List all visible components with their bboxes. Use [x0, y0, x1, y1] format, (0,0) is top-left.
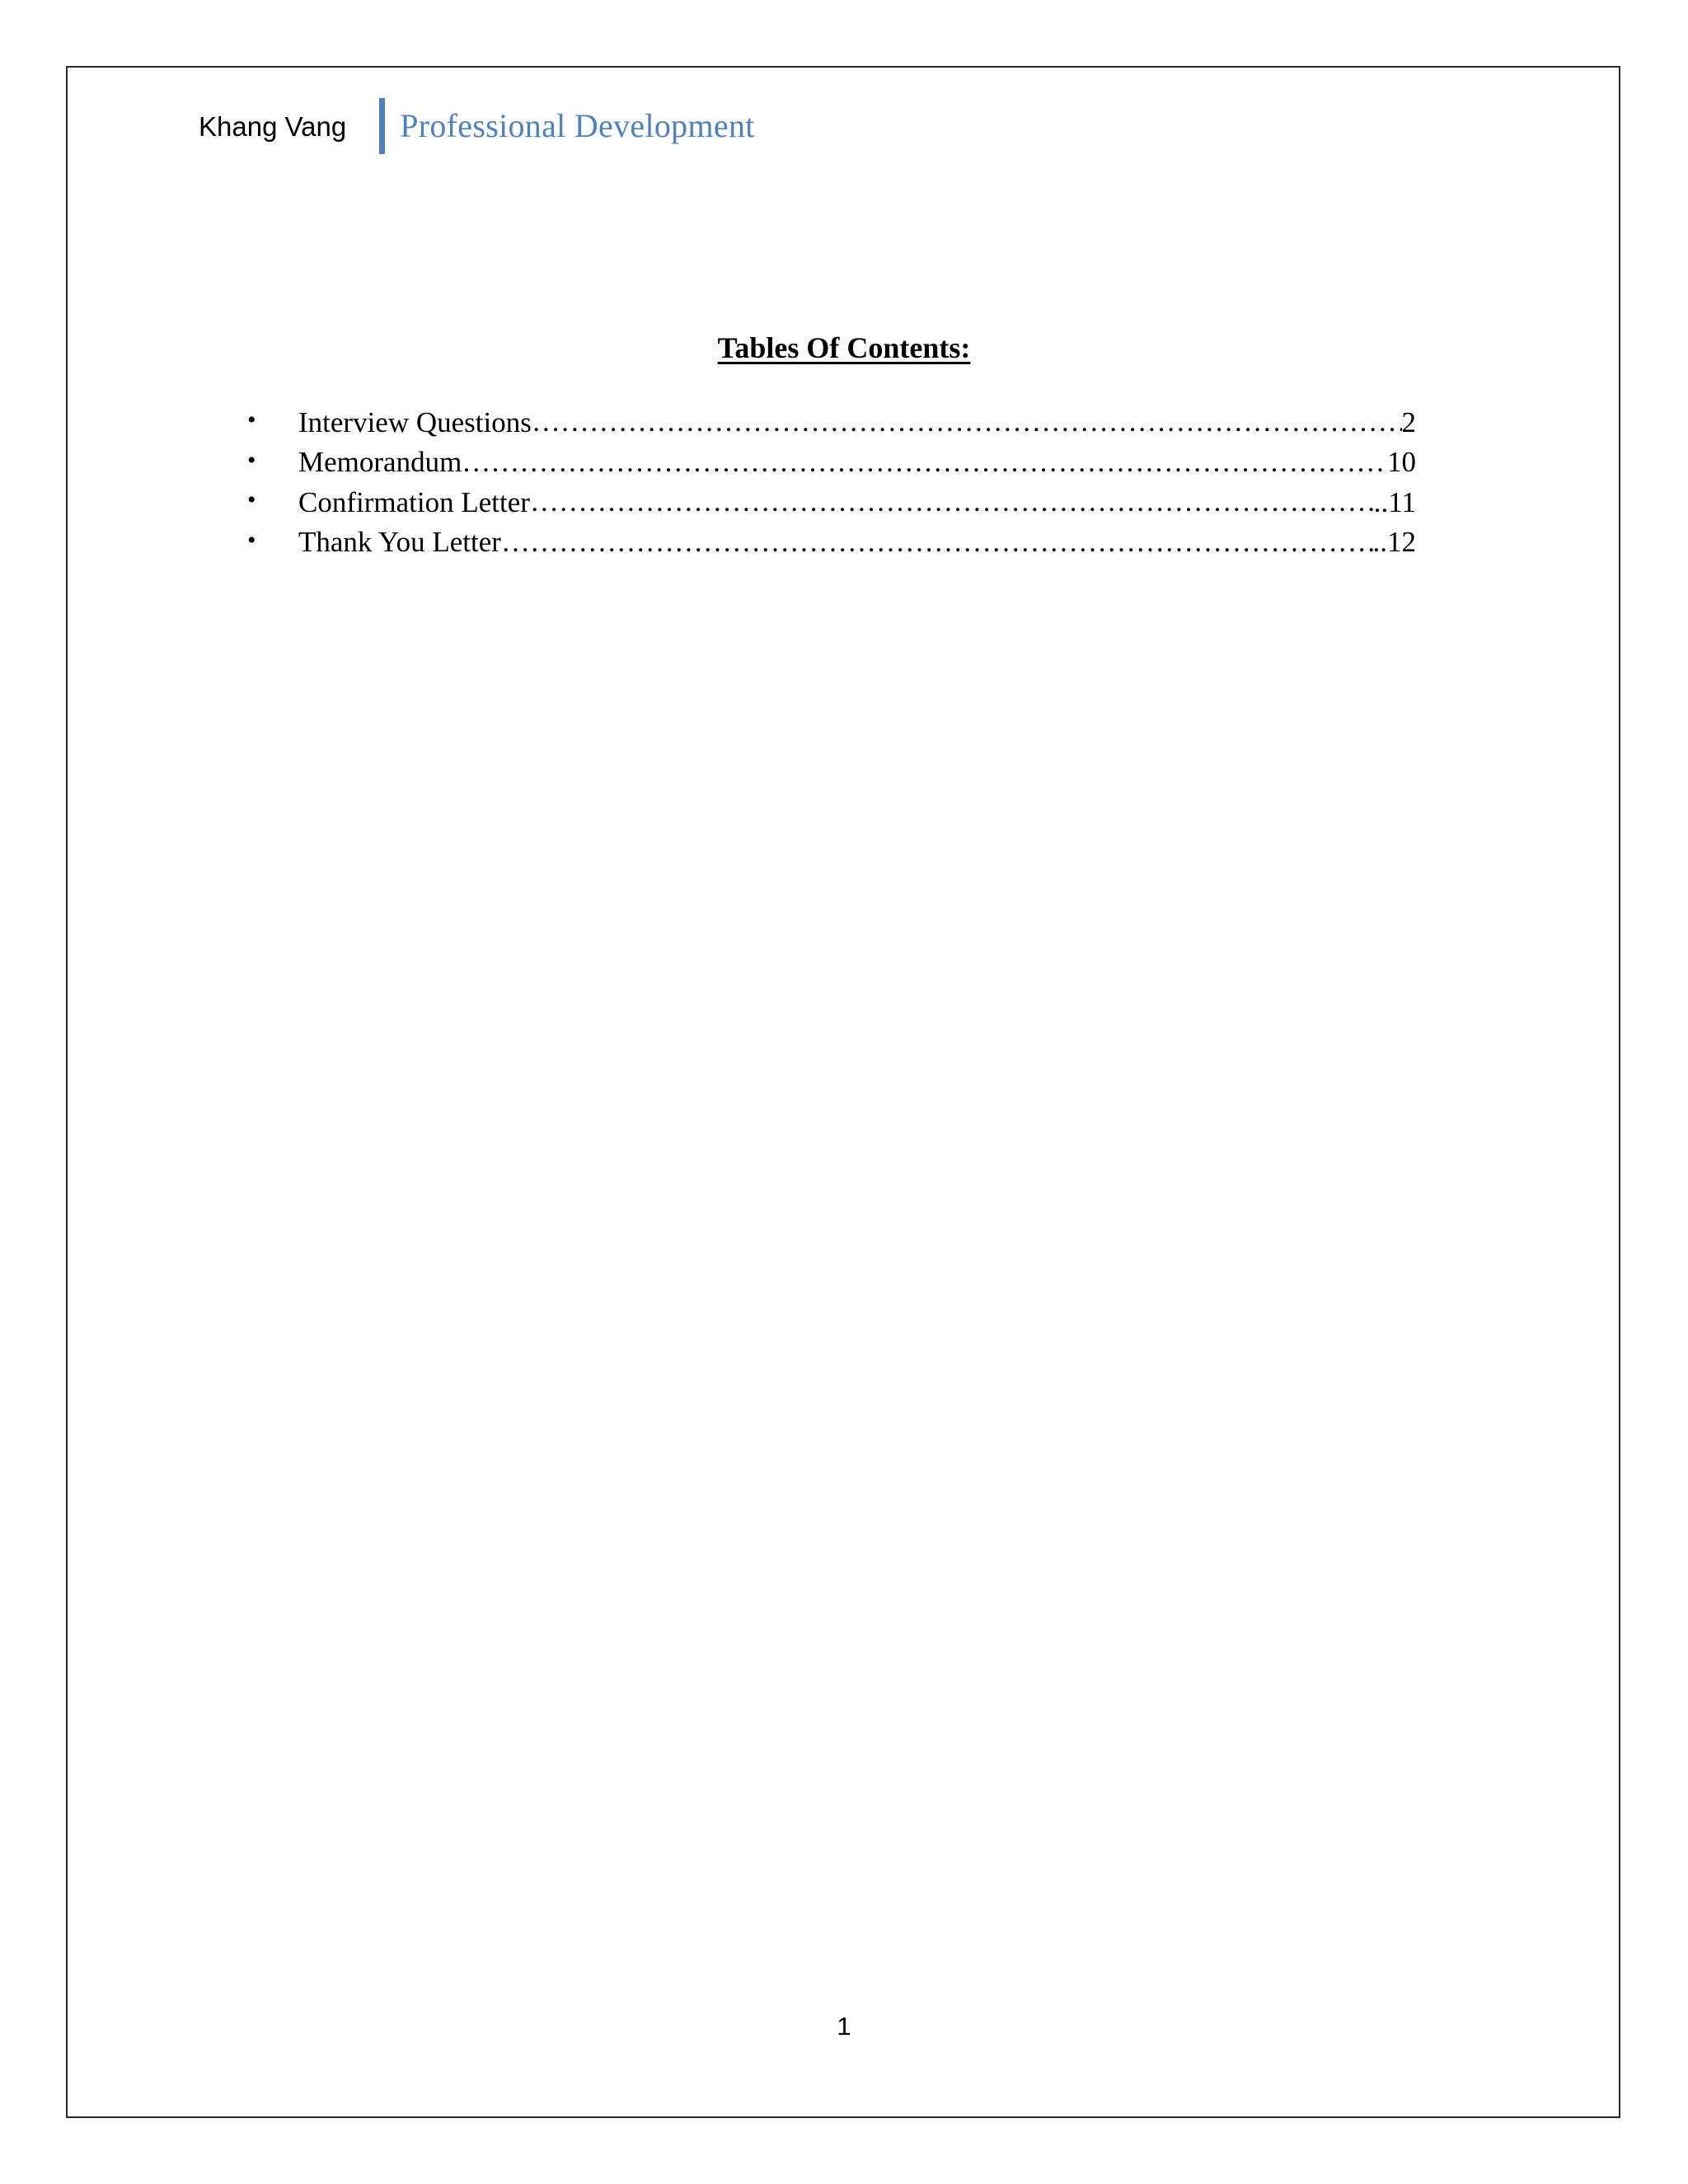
- toc-item-label: Memorandum: [298, 446, 462, 479]
- page-border: [66, 66, 1620, 2118]
- header-author: Khang Vang: [199, 110, 347, 142]
- page-header: [199, 97, 755, 155]
- toc-item-page: 10: [1387, 446, 1416, 479]
- toc-item-label: Confirmation Letter: [298, 485, 530, 518]
- toc-heading: Tables Of Contents:: [717, 331, 971, 364]
- toc-item-label: Thank You Letter: [298, 526, 501, 559]
- toc-item-page: 2: [1401, 405, 1416, 438]
- bullet-icon: •: [247, 406, 256, 434]
- bullet-icon: •: [247, 526, 256, 554]
- bullet-icon: •: [247, 446, 256, 474]
- page-number: 1: [837, 2012, 851, 2041]
- toc-item-page: ..11: [1373, 485, 1416, 518]
- toc-item-interview-questions[interactable]: [247, 402, 1416, 443]
- toc-dot-leader: [501, 526, 1373, 559]
- toc-item-page: ..12: [1372, 526, 1416, 559]
- header-accent-bar: [379, 98, 385, 154]
- toc-dot-leader: [532, 405, 1402, 438]
- bullet-icon: •: [247, 486, 256, 514]
- toc-item-label: Interview Questions: [298, 405, 532, 438]
- toc-dot-leader: [530, 485, 1374, 518]
- header-title: Professional Development: [400, 107, 755, 144]
- toc-item-confirmation-letter[interactable]: [247, 482, 1416, 523]
- toc-item-memorandum[interactable]: [247, 443, 1416, 483]
- toc-list: [247, 402, 1416, 562]
- toc-dot-leader: [462, 446, 1387, 479]
- toc-item-thank-you-letter[interactable]: [247, 523, 1416, 563]
